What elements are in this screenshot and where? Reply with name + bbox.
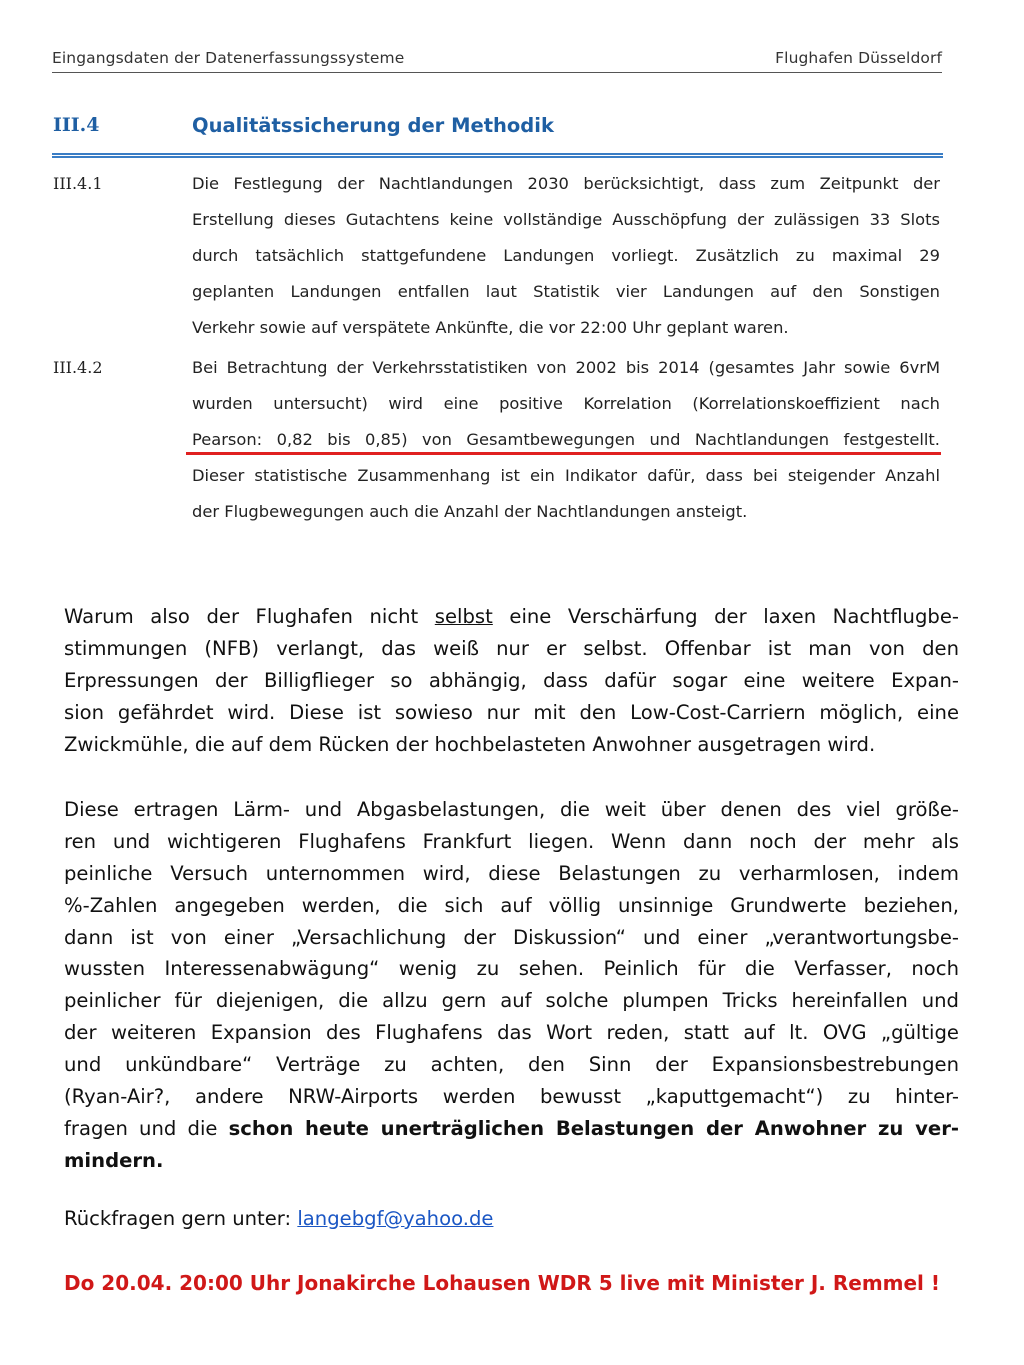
paragraph-line: Erstellung dieses Gutachtens keine vollständige Ausschöpfung der zulässigen 33 Slots (192, 210, 940, 229)
event-announcement: Do 20.04. 20:00 Uhr Jonakirche Lohausen WDR 5 live mit Minister J. Remmel ! (64, 1271, 940, 1295)
paragraph-number: III.4.1 (53, 174, 103, 193)
paragraph-number: III.4.2 (53, 358, 103, 377)
commentary-line: sion gefährdet wird. Diese ist sowieso nur mit den Low-Cost-Carriern möglich, eine (64, 700, 959, 724)
commentary-line: Erpressungen der Billigflieger so abhängig, dass dafür sogar eine weitere Expan- (64, 668, 959, 692)
commentary-line: Zwickmühle, die auf dem Rücken der hochbelasteten Anwohner ausgetragen wird. (64, 732, 876, 756)
commentary-line: peinliche Versuch unternommen wird, diese Belastungen zu verharmlosen, indem (64, 861, 959, 885)
header-left-text: Eingangsdaten der Datenerfassungssysteme (52, 49, 405, 67)
contact-line (64, 1207, 493, 1230)
red-highlight-underline (186, 452, 941, 455)
commentary-paragraph-2 (64, 794, 959, 1177)
paragraph-line: der Flugbewegungen auch die Anzahl der Nachtlandungen ansteigt. (192, 502, 748, 521)
commentary-text: eine Verschärfung der laxen Nachtflugbe- (492, 605, 959, 628)
contact-label: Rückfragen gern unter: (64, 1207, 298, 1230)
paragraph-line: Dieser statistische Zusammenhang ist ein Indikator dafür, dass bei steigender Anzahl (192, 466, 940, 485)
commentary-line: peinlicher für diejenigen, die allzu gern auf solche plumpen Tricks hereinfallen und (64, 989, 959, 1013)
paragraph-line: Pearson: 0,82 bis 0,85) von Gesamtbewegungen und Nachtlandungen festgestellt. (192, 430, 940, 449)
commentary-text: fragen und die (64, 1116, 229, 1140)
section-title: Qualitätssicherung der Methodik (192, 114, 554, 137)
commentary-line: der weiteren Expansion des Flughafens das Wort reden, statt auf lt. OVG „gültige (64, 1021, 959, 1045)
email-link[interactable]: langebgf@yahoo.de (297, 1207, 494, 1230)
underlined-word: selbst (434, 605, 493, 628)
commentary-line: %-Zahlen angegeben werden, die sich auf völlig unsinnige Grundwerte beziehen, (64, 893, 959, 917)
commentary-line: wussten Interessenabwägung“ wenig zu sehen. Peinlich für die Verfasser, noch (64, 957, 959, 981)
section-number: III.4 (53, 114, 100, 136)
commentary-line: Diese ertragen Lärm- und Abgasbelastungen, die weit über denen des viel größe- (64, 798, 959, 821)
commentary-line (64, 1113, 959, 1145)
paragraph-text (192, 166, 940, 346)
header-right-text: Flughafen Düsseldorf (775, 49, 942, 67)
paragraph-line: Verkehr sowie auf verspätete Ankünfte, die vor 22:00 Uhr geplant waren. (192, 318, 789, 337)
commentary-line: und unkündbare“ Verträge zu achten, den Sinn der Expansionsbestrebungen (64, 1053, 959, 1077)
commentary-line: ren und wichtigeren Flughafens Frankfurt liegen. Wenn dann noch der mehr als (64, 829, 959, 853)
commentary-paragraph-1 (64, 601, 959, 760)
paragraph-line: Die Festlegung der Nachtlandungen 2030 berücksichtigt, dass zum Zeitpunkt der (192, 174, 940, 193)
paragraph-line: Bei Betrachtung der Verkehrsstatistiken von 2002 bis 2014 (gesamtes Jahr sowie 6vrM (192, 358, 940, 377)
commentary-line: mindern. (64, 1148, 164, 1172)
commentary-line: stimmungen (NFB) verlangt, das weiß nur er selbst. Offenbar ist man von den (64, 636, 959, 660)
commentary-line: dann ist von einer „Versachlichung der Diskussion“ und einer „verantwortungsbe- (64, 925, 959, 949)
commentary-text: Warum also der Flughafen nicht (64, 605, 435, 628)
section-divider (52, 153, 943, 158)
paragraph-line: geplanten Landungen entfallen laut Statistik vier Landungen auf den Sonstigen (192, 282, 940, 301)
paragraph-text (192, 350, 940, 530)
bold-emphasis: schon heute unerträglichen Belastungen der Anwohner zu ver- (228, 1116, 959, 1140)
paragraph-line: wurden untersucht) wird eine positive Korrelation (Korrelationskoeffizient nach (192, 394, 940, 413)
paragraph-line: durch tatsächlich stattgefundene Landungen vorliegt. Zusätzlich zu maximal 29 (192, 246, 940, 265)
document-header (52, 46, 942, 73)
commentary-line (64, 601, 959, 633)
commentary-line: (Ryan-Air?, andere NRW-Airports werden bewusst „kaputtgemacht“) zu hinter- (64, 1085, 959, 1109)
